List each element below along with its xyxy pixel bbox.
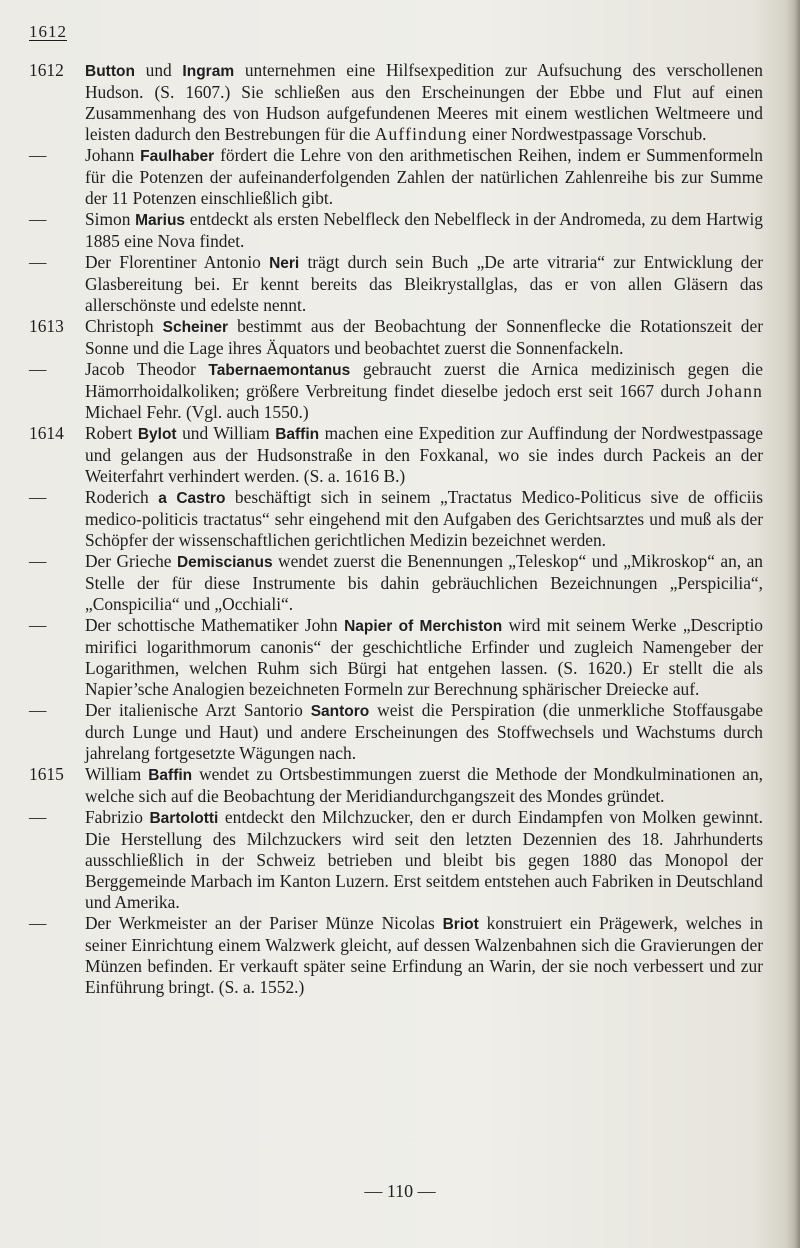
chronology-entry — [29, 551, 769, 615]
entry-text-run: unternehmen eine Hilfsexpedition zur Aufsuchung des verschollenen Hudson. (S. 1607.) Sie schließen aus den Erscheinungen der Ebbe und Flut auf einen Zusammenhang des von Hudson aufgefundenen Meeres mit einem westlichen Weltmeere und leisten dadurch den Bestrebungen für die — [85, 60, 763, 144]
entry-text-run: und — [134, 60, 183, 80]
chronology-entry — [29, 252, 769, 316]
person-name: Button — [85, 63, 135, 80]
entry-text — [85, 359, 763, 423]
entry-text-run: Der italienische Arzt Santorio — [85, 700, 311, 720]
entry-text-run: Der Werkmeister an der Pariser Münze Nicolas — [85, 913, 443, 933]
entry-text-run: bestimmt aus der Beobachtung der Sonnenflecke die Rotationszeit der Sonne und die Lage ihres Äquators und beobachtet zuerst die Sonnenfackeln. — [85, 316, 764, 358]
entry-year: — — [29, 615, 47, 635]
entry-text — [85, 615, 763, 700]
entry-text-run: einer Nordwestpassage Vorschub. — [467, 124, 707, 144]
entry-text — [85, 487, 763, 551]
entry-year: 1614 — [29, 423, 64, 443]
person-name: Bartolotti — [149, 810, 219, 827]
entry-text-run: Christoph — [85, 316, 163, 336]
chronology-entry — [29, 487, 769, 551]
page-edge-shadow — [786, 0, 800, 1248]
entry-year: — — [29, 209, 47, 229]
page-number: — 110 — — [364, 1181, 436, 1201]
entry-text — [85, 423, 763, 487]
chronology-entry — [29, 423, 769, 487]
entry-text-run: Jacob Theodor — [85, 359, 209, 379]
entry-text-run: Roderich — [85, 487, 159, 507]
entry-year: 1613 — [29, 316, 64, 336]
entry-year: — — [29, 487, 47, 507]
person-name: Demiscianus — [176, 554, 273, 571]
entry-year: — — [29, 252, 47, 272]
chronology-entry — [29, 807, 769, 913]
entry-year: — — [29, 913, 47, 933]
chronology-entry — [29, 316, 769, 359]
running-head: 1612 — [29, 22, 67, 41]
entry-text-run: Simon — [85, 209, 136, 229]
person-name: Bylot — [137, 426, 177, 443]
person-name: Baffin — [148, 767, 193, 784]
entry-text-run: Johann — [85, 145, 141, 165]
entry-text-run: Michael Fehr. (Vgl. auch 1550.) — [85, 402, 309, 422]
chronology-entry — [29, 359, 769, 423]
person-name: Tabernaemontanus — [208, 362, 351, 379]
entry-text-run: wird mit seinem Werke „Descriptio mirifici logarithmorum canonis“ der geschichtliche Erfinder und zugleich Namengeber der Logarithmen, welchen Ruhm sich Bürgi hat entgehen lassen. (S. 1620.) Er stellt die als Napier’sche Analogien bezeichneten Formeln zur Berechnung sphärischer Dreiecke auf. — [85, 615, 763, 699]
entry-year: 1612 — [29, 60, 64, 80]
chronology-entries — [29, 60, 769, 998]
person-name: Marius — [135, 212, 186, 229]
entry-year: — — [29, 807, 47, 827]
person-name: Scheiner — [162, 319, 229, 336]
entry-text-run: Der Florentiner Antonio — [85, 252, 270, 272]
chronology-entry — [29, 700, 769, 764]
chronology-entry — [29, 145, 769, 209]
person-name: Napier of Merchiston — [344, 618, 503, 635]
entry-text-run: gebraucht zuerst die Arnica medizinisch gegen die Hämorrhoidalkoliken; größere Verbreitung findet dieselbe jedoch erst seit 1667 durch — [85, 359, 763, 401]
chronology-entry — [29, 60, 769, 145]
entry-text-run: fördert die Lehre von den arithmetischen Reihen, indem er Summenformeln für die Potenzen der aufeinanderfolgenden Zahlen der natürlichen Zahlenreihe bis zur Summe der 11 Potenzen einschließlich gibt. — [85, 145, 763, 208]
person-name: a Castro — [158, 490, 226, 507]
entry-text-run: Der Grieche — [85, 551, 177, 571]
entry-text — [85, 252, 763, 316]
spaced-text: Auffindung — [374, 124, 468, 144]
entry-text-run: entdeckt als ersten Nebelfleck den Nebelfleck in der Andromeda, zu dem Hartwig 1885 eine Nova findet. — [85, 209, 763, 251]
entry-text-run: wendet zu Ortsbestimmungen zuerst die Methode der Mondkulminationen an, welche sich auf die Beobachtung der Meridiandurchgangszeit des Mondes gründet. — [85, 764, 763, 806]
entry-text — [85, 764, 763, 807]
entry-text-run: trägt durch sein Buch „De arte vitraria“ zur Entwicklung der Glasbereitung bei. Er kennt bereits das Bleikrystallglas, das er von allen Gläsern das allerschönste und edelste nennt. — [85, 252, 763, 315]
entry-year: — — [29, 700, 47, 720]
entry-text-run: William — [85, 764, 149, 784]
person-name: Briot — [442, 916, 479, 933]
entry-text-run: Robert — [85, 423, 138, 443]
person-name: Neri — [269, 255, 300, 272]
entry-text — [85, 913, 763, 998]
entry-text-run: beschäftigt sich in seinem „Tractatus Medico-Politicus sive de officiis medico-politicis tractatus“ sehr eingehend mit den Aufgaben des Gerichtsarztes und muß als der Schöpfer der wissenschaftlichen gerichtlichen Medizin bezeichnet werden. — [85, 487, 763, 550]
entry-year: 1615 — [29, 764, 64, 784]
entry-text-run: entdeckt den Milchzucker, den er durch Eindampfen von Molken gewinnt. Die Herstellung des Milchzuckers wird seit den letzten Dezennien des 18. Jahrhunderts ausschließlich in der Schweiz betrieben und bleibt bis gegen 1880 das Monopol der Berggemeinde Marbach im Kanton Luzern. Erst seitdem entstehen auch Fabriken in Deutschland und Amerika. — [85, 807, 763, 912]
person-name: Santoro — [310, 703, 370, 720]
entry-text — [85, 700, 763, 764]
entry-text — [85, 551, 763, 615]
entry-text-run: wendet zuerst die Benennungen „Teleskop“ und „Mikroskop“ an, an Stelle der für diese Instrumente bis dahin gebräuchlichen Bezeichnungen „Perspicilia“, „Conspicilia“ und „Occhiali“. — [85, 551, 763, 614]
entry-text-run: Fabrizio — [85, 807, 150, 827]
entry-text-run: Der schottische Mathematiker John — [85, 615, 345, 635]
chronology-entry — [29, 615, 769, 700]
entry-text — [85, 209, 763, 252]
entry-year: — — [29, 145, 47, 165]
entry-year: — — [29, 359, 47, 379]
entry-text-run: und William — [176, 423, 276, 443]
chronology-entry — [29, 913, 769, 998]
entry-text-run: machen eine Expedition zur Auffindung der Nordwestpassage und gelangen aus der Hudsonstraße in den Foxkanal, wo sie indes durch Packeis an der Weiterfahrt verhindert werden. (S. a. 1616 B.) — [85, 423, 763, 486]
person-name: Baffin — [275, 426, 320, 443]
chronology-entry — [29, 209, 769, 252]
person-name: Faulhaber — [140, 148, 215, 165]
spaced-text: Johann — [706, 381, 763, 401]
entry-text — [85, 145, 763, 209]
entry-text — [85, 807, 763, 913]
entry-text-run: weist die Perspiration (die unmerkliche Stoffausgabe durch Lunge und Haut) und andere Erscheinungen des Stoffwechsels und Wachstums durch jahrelang fortgesetzte Wägungen nach. — [85, 700, 763, 763]
person-name: Ingram — [182, 63, 235, 80]
entry-text — [85, 316, 763, 359]
chronology-entry — [29, 764, 769, 807]
entry-year: — — [29, 551, 47, 571]
entry-text — [85, 60, 763, 145]
entry-text-run: konstruiert ein Prägewerk, welches in seiner Einrichtung einem Walzwerk gleicht, auf dessen Walzenbahnen sich die Gravierungen der Münzen befinden. Er verkauft später seine Erfindung an Warin, der sie noch verbessert und zur Einführung bringt. (S. a. 1552.) — [85, 913, 763, 997]
